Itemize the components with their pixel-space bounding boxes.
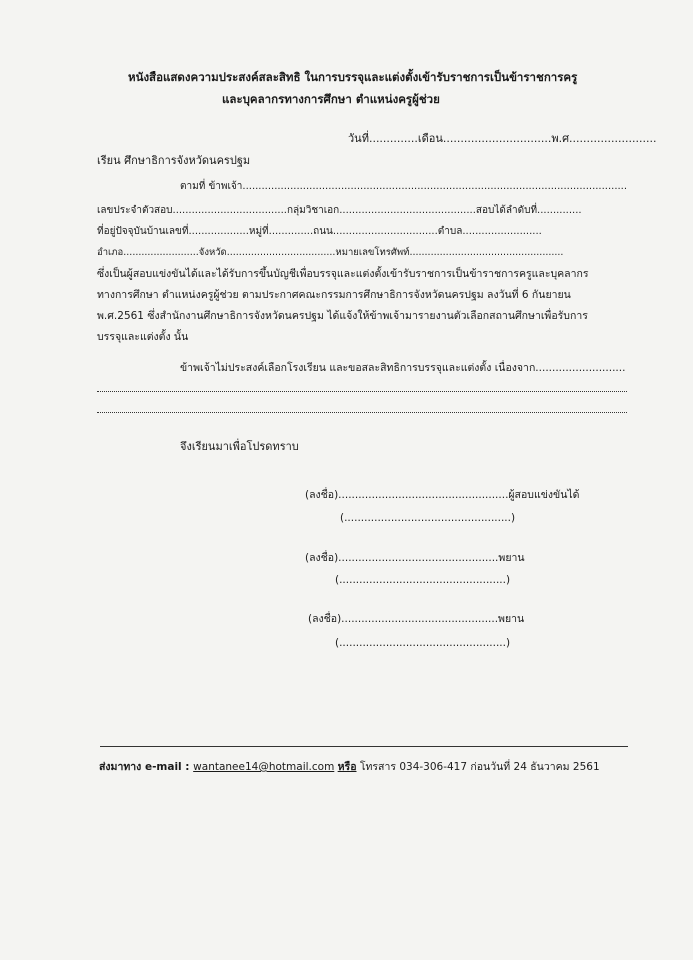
- footer-email-link[interactable]: wantanee14@hotmail.com: [193, 761, 335, 773]
- reason-line-1: [97, 391, 627, 392]
- signature1-name: (..................................................): [340, 512, 516, 524]
- form-title-line1: หนังสือแสดงความประสงค์สละสิทธิ ในการบรรจุและแต่งตั้งเข้ารับราชการเป็นข้าราชการครู: [128, 70, 578, 84]
- paragraph1-line1: ซึ่งเป็นผู้สอบแข่งขันได้และได้รับการขึ้นบัญชีเพื่อบรรจุและแต่งตั้งเข้ารับราชการเป็นข้าราชการครูและบุคลากร: [97, 268, 589, 280]
- address-line: ที่อยู่ปัจจุบันบ้านเลขที่...................หมู่ที่..............ถนน.................................ตำบล.........................: [97, 226, 542, 237]
- closing-text: จึงเรียนมาเพื่อโปรดทราบ: [180, 440, 299, 453]
- to-line: เรียน ศึกษาธิการจังหวัดนครปฐม: [97, 154, 251, 167]
- paragraph1-line2: ทางการศึกษา ตำแหน่งครูผู้ช่วย ตามประกาศคณะกรรมการศึกษาธิการจังหวัดนครปฐม ลงวันที่ 6 กันยายน: [97, 289, 571, 301]
- district-line: อำเภอ.........................จังหวัด....................................หมายเลขโทรศัพท์...................................................: [97, 247, 564, 258]
- footer-or: หรือ: [337, 761, 357, 773]
- paragraph1-line3: พ.ศ.2561 ซึ่งสำนักงานศึกษาธิการจังหวัดนครปฐม ได้แจ้งให้ข้าพเจ้ามารายงานตัวเลือกสถานศึกษาเพื่อรับการ: [97, 310, 588, 322]
- footer-contact: [99, 760, 600, 774]
- name-line: ตามที่ ข้าพเจ้า.........................................................................................................................: [180, 181, 628, 192]
- footer-prefix: ส่งมาทาง e-mail :: [99, 761, 194, 773]
- date-line: วันที่..............เดือน...............................พ.ศ.........................: [348, 132, 657, 145]
- exam-line: เลขประจำตัวสอบ....................................กลุ่มวิชาเอก...........................................สอบได้ลำดับที่..............: [97, 205, 582, 216]
- footer-rest: โทรสาร 034-306-417 ก่อนวันที่ 24 ธันวาคม 2561: [356, 761, 600, 773]
- signature3-name: (..................................................): [335, 637, 511, 649]
- paragraph1-line4: บรรจุและแต่งตั้ง นั้น: [97, 331, 189, 343]
- reason-line-2: [97, 412, 627, 413]
- signature3-line: (ลงชื่อ)...............................................พยาน: [308, 613, 525, 625]
- footer-divider: [100, 746, 628, 747]
- form-title-line2: และบุคลากรทางการศึกษา ตำแหน่งครูผู้ช่วย: [222, 92, 440, 106]
- signature2-line: (ลงชื่อ)................................................พยาน: [305, 552, 525, 564]
- signature1-line: (ลงชื่อ)...................................................ผู้สอบแข่งขันได้: [305, 489, 580, 501]
- paragraph2-line1: ข้าพเจ้าไม่ประสงค์เลือกโรงเรียน และขอสละสิทธิการบรรจุและแต่งตั้ง เนื่องจาก...........................: [180, 362, 626, 374]
- signature2-name: (..................................................): [335, 574, 511, 586]
